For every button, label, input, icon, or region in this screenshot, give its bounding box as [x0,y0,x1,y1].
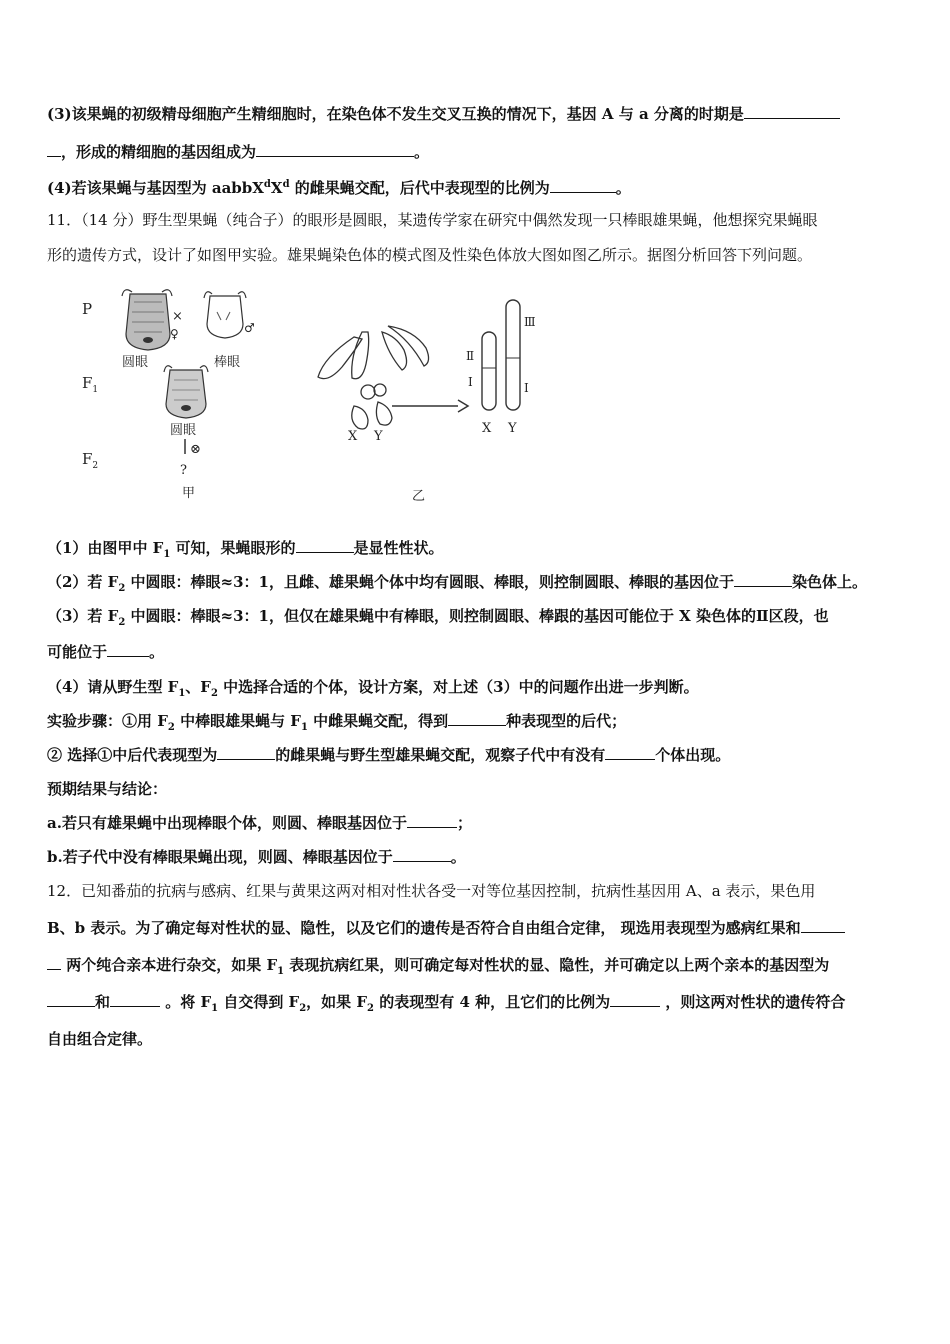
text: 的雌果蝇与野生型雄果蝇交配，观察子代中有没有 [275,746,606,764]
subscript: 1 [163,549,171,560]
subscript: 2 [299,1003,307,1014]
text: b.若子代中没有棒眼果蝇出现，则圆、棒眼基因位于 [47,848,393,866]
q10-part4-text-b: 的雌果蝇交配，后代中表现型的比例为 [289,179,550,197]
self-cross-symbol: ⊗ [190,442,201,457]
answer-blank[interactable] [801,918,845,933]
cross-symbol: × [172,309,183,324]
label-region-ii: Ⅱ [466,349,475,363]
label-region-i-left: Ⅰ [468,375,473,389]
answer-blank[interactable] [110,992,160,1007]
label-yi: 乙 [412,489,426,504]
male-symbol: ♂ [244,321,255,335]
period: 。 [450,848,466,866]
label-f2: $F_2$ [82,450,99,471]
unknown-outcome: ? [180,463,187,478]
subscript: 1 [300,722,308,733]
answer-blank[interactable] [393,847,451,862]
subscript: 1 [211,1003,219,1014]
text: 可知，果蝇眼形的 [170,539,296,557]
q11-expect-heading [47,779,167,799]
answer-blank[interactable] [734,572,792,587]
text: 种表现型的后代； [506,712,627,730]
answer-blank[interactable] [610,992,660,1007]
text: 12．已知番茄的抗病与感病、红果与黄果这两对相对性状各受一对等位基因控制，抗病性基因用 A、a 表示，果色用 [47,882,816,900]
label-y-large: Y [508,421,517,436]
label-f1: $F_1$ [82,374,99,395]
text: 的表现型有 4 种，且它们的比例为 [374,993,611,1011]
q12-line5 [47,1029,152,1049]
q11-intro-line2 [47,245,812,265]
subscript: 2 [118,583,126,594]
q11-sub2 [47,572,867,599]
q11-step1 [47,711,626,738]
text: 染色体上。 [791,573,867,591]
label-round-eye: 圆眼 [122,355,149,370]
text: 。将 F [160,993,212,1011]
answer-blank[interactable] [744,104,840,119]
period: 。 [149,643,165,661]
female-symbol: ♀ [170,327,179,341]
q11-sub4 [47,677,699,704]
label-f1-round-eye: 圆眼 [170,423,197,438]
answer-blank[interactable] [256,142,414,157]
q11-result-a [47,813,472,833]
subscript: 1 [277,966,285,977]
text: 中选择合适的个体，设计方案，对上述（3）中的问题作出进一步判断。 [217,678,699,696]
q11-sub3-line1 [47,606,829,633]
q11-sub1 [47,538,444,565]
answer-blank[interactable] [407,813,457,828]
q11-intro-line1 [47,210,817,230]
y-chromosome [506,300,520,410]
q12-line3 [47,955,829,982]
f1-fly-icon [164,366,208,418]
subscript: 2 [367,1003,375,1014]
text: 可能位于 [47,643,108,661]
text: （2）若 F [47,573,119,591]
answer-blank[interactable] [296,538,354,553]
text: 实验步骤：①用 F [47,712,168,730]
q10-part4-line [47,175,631,198]
answer-blank[interactable] [217,745,275,760]
q12-line1 [47,881,815,901]
x-chromosome [482,332,496,410]
male-fly-icon [204,292,246,338]
label-x-small: X [348,429,358,444]
q10-part4-text-a: (4)若该果蝇与基因型为 aabbX [47,179,264,197]
text: ② 选择①中后代表现型为 [47,746,218,764]
karyotype-drawing [318,326,429,429]
q11-intro-text: 形的遗传方式，设计了如图甲实验。雄果蝇染色体的模式图及性染色体放大图如图乙所示。据图分析回答下列问题。 [47,246,813,264]
period: 。 [615,179,631,197]
answer-blank[interactable] [47,142,61,157]
text: （1）由图甲中 F [47,539,164,557]
label-x-large: X [482,421,492,436]
text: ，则这两对性状的遗传符合 [660,993,846,1011]
text: B、b 表示。为了确定每对性状的显、隐性，以及它们的遗传是否符合自由组合定律， 现选用表现型为感病红果和 [47,919,801,937]
text: 是显性性状。 [353,539,444,557]
label-region-i-right: Ⅰ [524,381,529,395]
label-y-small: Y [374,429,383,444]
subscript: 1 [178,688,186,699]
q10-part3-text-a: (3)该果蝇的初级精母细胞产生精细胞时，在染色体不发生交叉互换的情况下，基因 A 与 a 分离的时期是 [47,105,744,123]
text: 和 [95,993,111,1011]
text: ； [456,814,472,832]
fruit-fly-figure [72,282,552,507]
text: （4）请从野生型 F [47,678,179,696]
text: 两个纯合亲本进行杂交，如果 F [61,956,278,974]
text: 个体出现。 [655,746,731,764]
text: a.若只有雄果蝇中出现棒眼个体，则圆、棒眼基因位于 [47,814,407,832]
q11-result-b [47,847,466,867]
subscript: 2 [118,617,126,628]
q12-line4 [47,992,845,1019]
text: 、F [185,678,211,696]
text: 中雌果蝇交配，得到 [307,712,449,730]
text: 预期结果与结论： [47,780,168,798]
text: ，如果 F [306,993,368,1011]
answer-blank[interactable] [448,711,506,726]
label-p: P [82,300,93,318]
superscript: d [282,179,290,190]
q11-sub3-line2 [47,642,164,662]
q12-line2 [47,918,845,938]
superscript: d [263,179,271,190]
text: 中圆眼：棒眼≈3：1，但仅在雄果蝇中有棒眼，则控制圆眼、棒跟的基因可能位于 X 染色体的Ⅱ区段，也 [125,607,829,625]
female-fly-icon [122,290,172,350]
answer-blank[interactable] [107,642,149,657]
text: （3）若 F [47,607,119,625]
text: 自由组合定律。 [47,1030,153,1048]
chromosome-x: X [270,179,283,197]
answer-blank[interactable] [605,745,655,760]
q10-part3-text-b: ，形成的精细胞的基因组成为 [61,143,257,161]
q10-part3-line2 [47,142,429,162]
answer-blank[interactable] [47,955,61,970]
arrow-icon [392,400,468,412]
label-bar-eye: 棒眼 [214,355,241,370]
text: 自交得到 F [218,993,300,1011]
period: 。 [414,143,430,161]
subscript: 2 [210,688,218,699]
answer-blank[interactable] [550,178,616,193]
q11-intro-text: 11．（14 分）野生型果蝇（纯合子）的眼形是圆眼，某遗传学家在研究中偶然发现一只棒眼雄果蝇，他想探究果蝇眼 [47,211,818,229]
text: 中圆眼：棒眼≈3：1，且雌、雄果蝇个体中均有圆眼、棒眼，则控制圆眼、棒眼的基因位于 [125,573,734,591]
answer-blank[interactable] [47,992,95,1007]
label-region-iii: Ⅲ [524,315,536,329]
text: 中棒眼雄果蝇与 F [174,712,301,730]
q11-step2 [47,745,730,765]
text: 表现抗病红果，则可确定每对性状的显、隐性，并可确定以上两个亲本的基因型为 [284,956,830,974]
subscript: 2 [167,722,175,733]
label-jia: 甲 [182,486,196,501]
q10-part3-line1 [47,104,840,124]
